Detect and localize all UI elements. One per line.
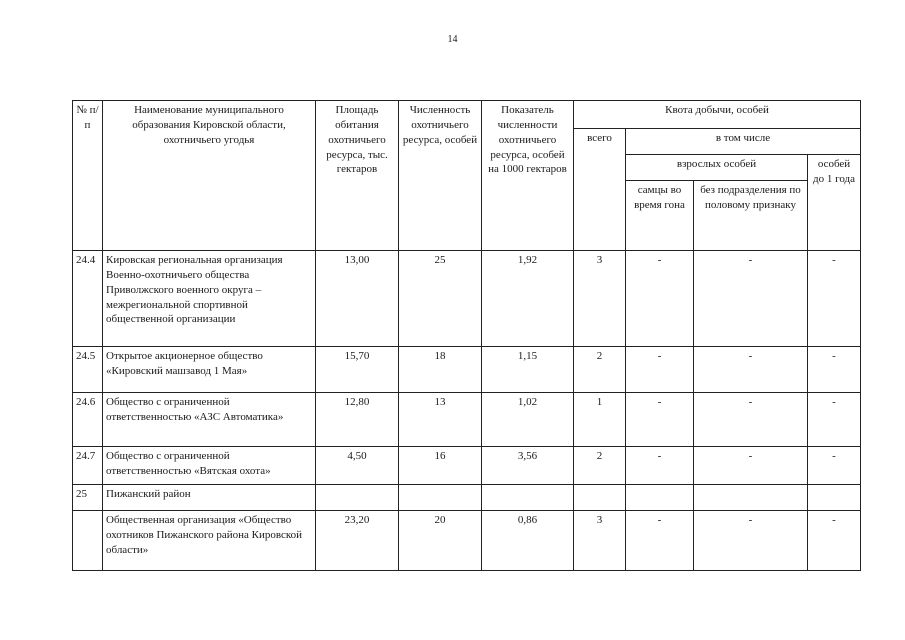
row-name: Общество с ограниченной ответственностью «Вятская охота»	[103, 447, 316, 485]
row-males-rut: -	[626, 347, 694, 393]
row-density: 3,56	[482, 447, 574, 485]
row-total: 2	[574, 347, 626, 393]
row-area: 13,00	[316, 251, 399, 347]
row-count: 25	[399, 251, 482, 347]
row-males-rut: -	[626, 251, 694, 347]
row-no-sex: -	[694, 511, 808, 571]
row-name: Общественная организация «Общество охотников Пижанского района Кировской области»	[103, 511, 316, 571]
row-no-sex: -	[694, 251, 808, 347]
row-area: 23,20	[316, 511, 399, 571]
row-no-sex	[694, 485, 808, 511]
row-total: 2	[574, 447, 626, 485]
row-young: -	[808, 251, 861, 347]
row-young: -	[808, 447, 861, 485]
row-total: 1	[574, 393, 626, 447]
header-num: № п/п	[73, 101, 103, 251]
header-name: Наименование муниципального образования Кировской области, охотничьего угодья	[103, 101, 316, 251]
table-row	[73, 511, 861, 571]
row-density: 1,15	[482, 347, 574, 393]
row-area: 4,50	[316, 447, 399, 485]
row-num: 24.7	[73, 447, 103, 485]
row-count	[399, 485, 482, 511]
row-males-rut	[626, 485, 694, 511]
row-area	[316, 485, 399, 511]
header-including: в том числе	[626, 129, 861, 155]
row-area: 12,80	[316, 393, 399, 447]
row-young: -	[808, 393, 861, 447]
row-density: 0,86	[482, 511, 574, 571]
row-area: 15,70	[316, 347, 399, 393]
table-row	[73, 393, 861, 447]
table-row	[73, 251, 861, 347]
row-num: 24.5	[73, 347, 103, 393]
row-count: 20	[399, 511, 482, 571]
row-total: 3	[574, 511, 626, 571]
row-density	[482, 485, 574, 511]
hunting-quota-table	[72, 100, 861, 571]
header-males-rut: самцы во время гона	[626, 181, 694, 251]
row-density: 1,92	[482, 251, 574, 347]
header-no-sex: без подразделения по половому признаку	[694, 181, 808, 251]
header-total: всего	[574, 129, 626, 251]
header-density: Показатель численности охотничьего ресурса, особей на 1000 гектаров	[482, 101, 574, 251]
row-name: Открытое акционерное общество «Кировский машзавод 1 Мая»	[103, 347, 316, 393]
table-row	[73, 447, 861, 485]
header-quota: Квота добычи, особей	[574, 101, 861, 129]
row-num: 24.4	[73, 251, 103, 347]
table-row-section	[73, 485, 861, 511]
row-males-rut: -	[626, 447, 694, 485]
row-young: -	[808, 511, 861, 571]
row-num	[73, 511, 103, 571]
row-total: 3	[574, 251, 626, 347]
row-males-rut: -	[626, 393, 694, 447]
row-no-sex: -	[694, 447, 808, 485]
page-number: 14	[447, 34, 458, 45]
row-no-sex: -	[694, 347, 808, 393]
row-name: Кировская региональная организация Военно-охотничьего общества Приволжского военного округа – межрегиональной спортивной общественной организации	[103, 251, 316, 347]
row-num: 25	[73, 485, 103, 511]
header-count: Численность охотничьего ресурса, особей	[399, 101, 482, 251]
row-count: 18	[399, 347, 482, 393]
row-young: -	[808, 347, 861, 393]
row-young	[808, 485, 861, 511]
row-name: Общество с ограниченной ответственностью «АЗС Автоматика»	[103, 393, 316, 447]
header-young: особей до 1 года	[808, 155, 861, 251]
row-name: Пижанский район	[103, 485, 316, 511]
row-males-rut: -	[626, 511, 694, 571]
row-no-sex: -	[694, 393, 808, 447]
header-adults: взрослых особей	[626, 155, 808, 181]
row-count: 16	[399, 447, 482, 485]
table-row	[73, 347, 861, 393]
row-total	[574, 485, 626, 511]
row-count: 13	[399, 393, 482, 447]
row-num: 24.6	[73, 393, 103, 447]
row-density: 1,02	[482, 393, 574, 447]
header-area: Площадь обитания охотничьего ресурса, тыс. гектаров	[316, 101, 399, 251]
